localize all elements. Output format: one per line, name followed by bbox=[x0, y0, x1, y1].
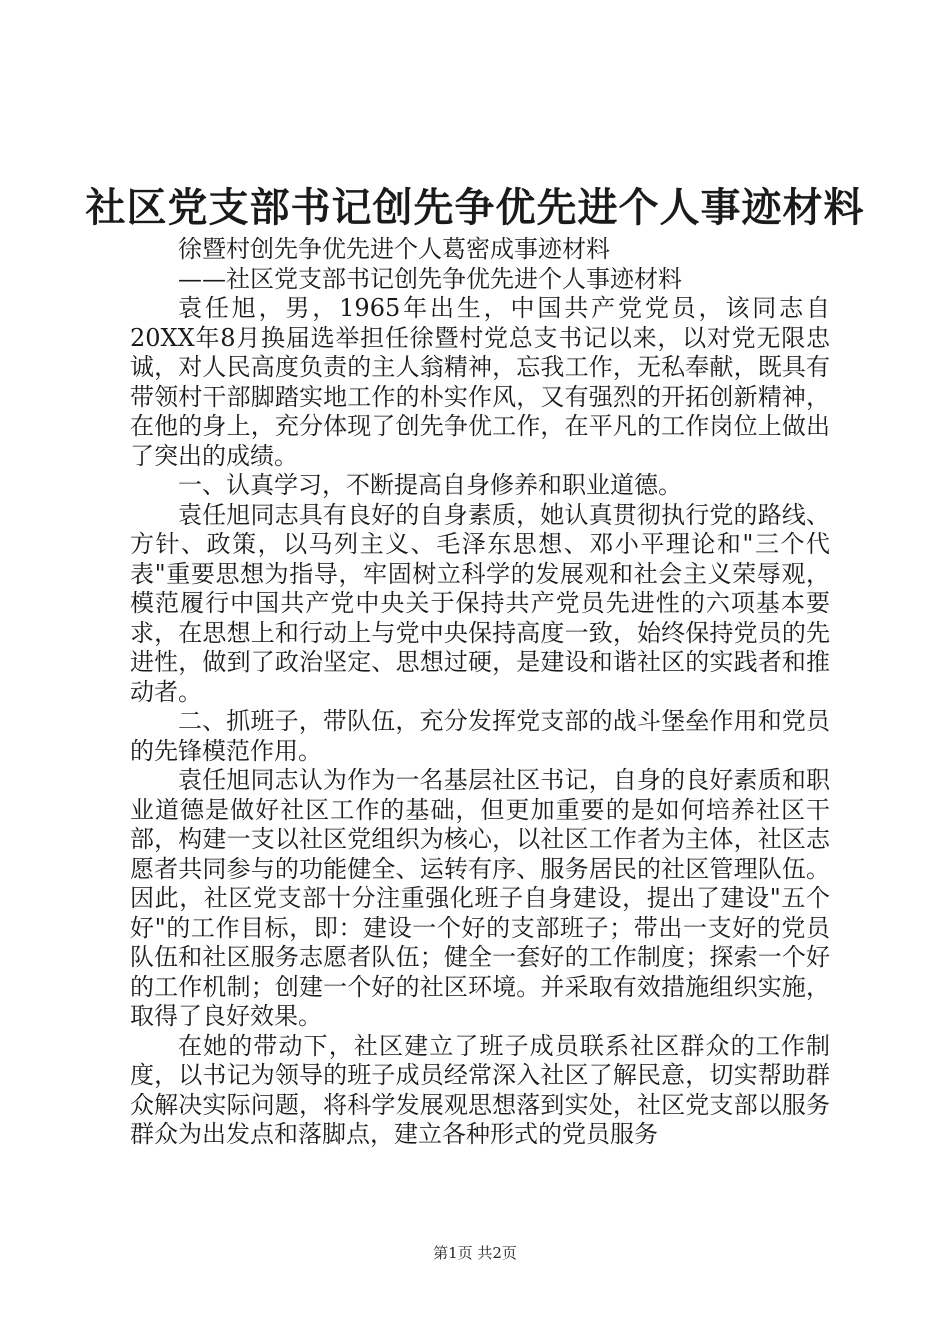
page-footer: 第1页 共2页 bbox=[433, 1244, 517, 1262]
body-paragraph: 袁任旭同志具有良好的自身素质，她认真贯彻执行党的路线、方针、政策，以马列主义、毛泽东思想、邓小平理论和"三个代表"重要思想为指导，牢固树立科学的发展观和社会主义荣辱观，模范履行中国共产党中央关于保持共产党员先进性的六项基本要求，在思想上和行动上与党中央保持高度一致，始终保持党员的先进性，做到了政治坚定、思想过硬，是建设和谐社区的实践者和推动者。 bbox=[130, 500, 830, 706]
subtitle-line: ——社区党支部书记创先争优先进个人事迹材料 bbox=[178, 264, 682, 293]
section-heading: 一、认真学习，不断提高自身修养和职业道德。 bbox=[178, 471, 682, 499]
body-paragraph: 袁任旭，男，1965年出生，中国共产党党员，该同志自20XX年8月换届选举担任徐暨村党总支书记以来，以对党无限忠诚，对人民高度负责的主人翁精神，忘我工作，无私奉献，既具有带领村干部脚踏实地工作的朴实作风，又有强烈的开拓创新精神，在他的身上，充分体现了创先争优工作，在平凡的工作岗位上做出了突出的成绩。 bbox=[130, 294, 830, 470]
document-body bbox=[130, 235, 830, 1150]
subtitle-line: 徐暨村创先争优先进个人葛密成事迹材料 bbox=[178, 235, 610, 263]
document-title: 社区党支部书记创先争优先进个人事迹材料 bbox=[85, 184, 865, 231]
body-paragraph: 袁任旭同志认为作为一名基层社区书记，自身的良好素质和职业道德是做好社区工作的基础，但更加重要的是如何培养社区干部，构建一支以社区党组织为核心，以社区工作者为主体，社区志愿者共同参与的功能健全、运转有序、服务居民的社区管理队伍。因此，社区党支部十分注重强化班子自身建设，提出了建设"五个好"的工作目标，即：建设一个好的支部班子；带出一支好的党员队伍和社区服务志愿者队伍；健全一套好的工作制度；探索一个好的工作机制；创建一个好的社区环境。并采取有效措施组织实施，取得了良好效果。 bbox=[130, 766, 830, 1030]
section-heading: 二、抓班子，带队伍，充分发挥党支部的战斗堡垒作用和党员的先锋模范作用。 bbox=[130, 707, 830, 765]
body-paragraph: 在她的带动下，社区建立了班子成员联系社区群众的工作制度，以书记为领导的班子成员经常深入社区了解民意，切实帮助群众解决实际问题，将科学发展观思想落到实处，社区党支部以服务群众为出发点和落脚点，建立各种形式的党员服务 bbox=[130, 1031, 830, 1148]
